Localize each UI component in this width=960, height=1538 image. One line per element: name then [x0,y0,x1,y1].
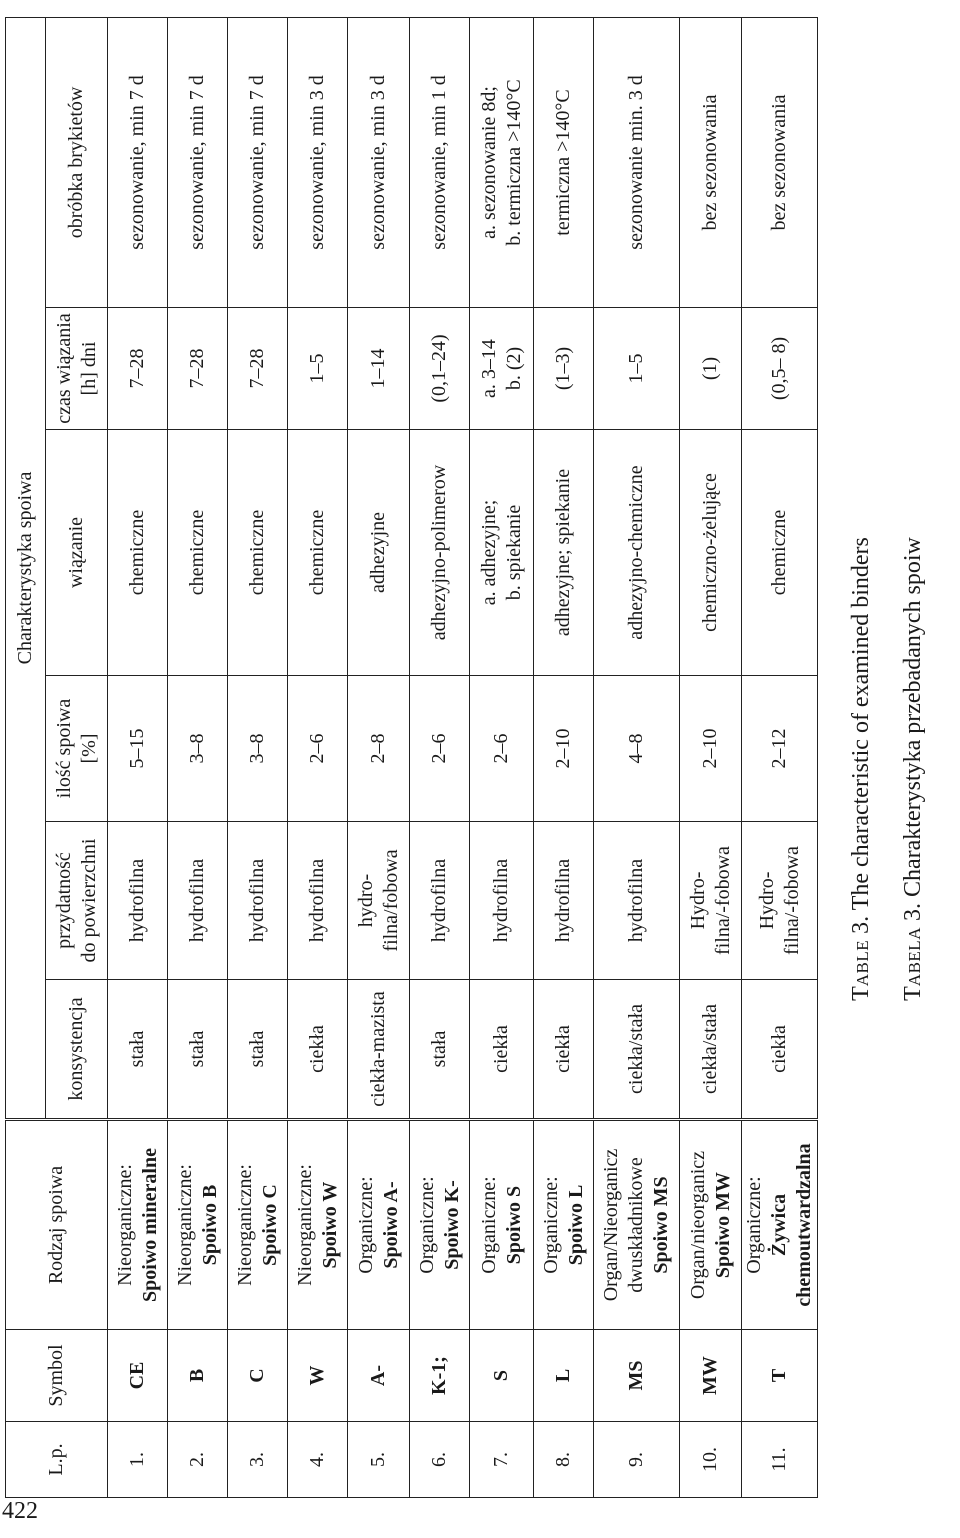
cell-przydatnosc: hydrofilna [168,822,228,980]
cell-konsystencja: stała [168,980,228,1120]
header-wiazanie: wiązanie [46,430,108,676]
cell-przydatnosc: hydrofilna [410,822,470,980]
cell-lp: 10. [680,1422,742,1498]
cell-przydatnosc: Hydro- filna/-fobowa [742,822,818,980]
cell-lp: 3. [228,1422,288,1498]
cell-wiazanie: chemiczne [108,430,168,676]
table-row [470,17,534,1497]
cell-czas: 1–5 [288,308,348,430]
cell-symbol: T [742,1330,818,1422]
header-symbol: Symbol [6,1330,108,1422]
cell-przydatnosc: hydro-filna/fobowa [348,822,410,980]
cell-ilosc: 2–6 [288,676,348,822]
cell-przydatnosc: hydrofilna [288,822,348,980]
cell-czas: (1–3) [534,308,594,430]
cell-lp: 7. [470,1422,534,1498]
cell-obrobka: sezonowanie, min 1 d [410,17,470,307]
cell-symbol: L [534,1330,594,1422]
cell-przydatnosc: hydrofilna [594,822,680,980]
cell-przydatnosc: hydrofilna [534,822,594,980]
cell-konsystencja: ciekła/stała [680,980,742,1120]
cell-obrobka: sezonowanie, min 7 d [108,17,168,307]
cell-rodzaj: Nieorganiczne: Spoiwo C [228,1120,288,1330]
table-row [348,17,410,1497]
header-przydatnosc: przydatność do powierzchni [46,822,108,980]
table-row [410,17,470,1497]
cell-lp: 2. [168,1422,228,1498]
cell-konsystencja: ciekła [288,980,348,1120]
cell-ilosc: 2–6 [470,676,534,822]
cell-symbol: S [470,1330,534,1422]
cell-symbol: CE [108,1330,168,1422]
cell-przydatnosc: hydrofilna [470,822,534,980]
cell-rodzaj: Organiczne: Spoiwo A- [348,1120,410,1330]
cell-symbol: MS [594,1330,680,1422]
cell-ilosc: 2–12 [742,676,818,822]
cell-wiazanie: a. adhezyjne; b. spiekanie [470,430,534,676]
cell-obrobka: sezonowanie min. 3 d [594,17,680,307]
cell-lp: 6. [410,1422,470,1498]
cell-symbol: W [288,1330,348,1422]
cell-rodzaj: Organiczne: Spoiwo S [470,1120,534,1330]
table-caption-english: TABLE 3. The characteristic of examined binders [848,537,874,1001]
binders-table [5,17,818,1498]
cell-symbol: A- [348,1330,410,1422]
cell-ilosc: 2–10 [534,676,594,822]
cell-rodzaj: Organiczne: Spoiwo L [534,1120,594,1330]
header-rodzaj: Rodzaj spoiwa [6,1120,108,1330]
cell-lp: 5. [348,1422,410,1498]
cell-wiazanie: chemiczne [228,430,288,676]
cell-rodzaj: Nieorganiczne: Spoiwo B [168,1120,228,1330]
cell-przydatnosc: hydrofilna [228,822,288,980]
cell-czas: 1–14 [348,308,410,430]
cell-symbol: B [168,1330,228,1422]
cell-rodzaj: Nieorganiczne: Spoiwo mineralne [108,1120,168,1330]
table-row [168,17,228,1497]
table-row [742,17,818,1497]
table-row [288,17,348,1497]
cell-czas: a. 3–14 b. (2) [470,308,534,430]
page-number: 422 [2,1498,38,1524]
cell-wiazanie: chemiczne [168,430,228,676]
cell-czas: 7–28 [168,308,228,430]
cell-wiazanie: chemiczne [742,430,818,676]
table-row [108,17,168,1497]
cell-rodzaj: Organ/Nieorganicz dwuskładnikowe Spoiwo MS [594,1120,680,1330]
cell-wiazanie: adhezyjne [348,430,410,676]
cell-rodzaj: Nieorganiczne: Spoiwo W [288,1120,348,1330]
cell-konsystencja: ciekła [742,980,818,1120]
cell-czas: 1–5 [594,308,680,430]
cell-lp: 8. [534,1422,594,1498]
cell-symbol: MW [680,1330,742,1422]
cell-rodzaj: Organ/nieorganicz Spoiwo MW [680,1120,742,1330]
header-ilosc: ilość spoiwa [%] [46,676,108,822]
cell-konsystencja: stała [228,980,288,1120]
cell-konsystencja: stała [410,980,470,1120]
cell-obrobka: termiczna >140°C [534,17,594,307]
cell-wiazanie: chemiczne [288,430,348,676]
header-obrobka: obróbka brykietów [46,17,108,307]
cell-lp: 9. [594,1422,680,1498]
cell-obrobka: a. sezonowanie 8d; b. termiczna >140°C [470,17,534,307]
cell-ilosc: 3–8 [228,676,288,822]
table-row [534,17,594,1497]
cell-ilosc: 2–6 [410,676,470,822]
cell-wiazanie: chemiczno-żelujące [680,430,742,676]
cell-obrobka: bez sezonowania [742,17,818,307]
cell-przydatnosc: Hydro- filna/-fobowa [680,822,742,980]
table-row [680,17,742,1497]
cell-symbol: C [228,1330,288,1422]
cell-lp: 4. [288,1422,348,1498]
cell-lp: 11. [742,1422,818,1498]
header-czas: czas wiązania [h] dni [46,308,108,430]
cell-symbol: K-1; [410,1330,470,1422]
cell-ilosc: 3–8 [168,676,228,822]
cell-czas: 7–28 [228,308,288,430]
cell-konsystencja: ciekła [534,980,594,1120]
cell-obrobka: sezonowanie, min 3 d [288,17,348,307]
cell-czas: 7–28 [108,308,168,430]
header-konsystencja: konsystencja [46,980,108,1120]
cell-przydatnosc: hydrofilna [108,822,168,980]
cell-ilosc: 2–10 [680,676,742,822]
cell-rodzaj: Organiczne: Spoiwo K- [410,1120,470,1330]
cell-lp: 1. [108,1422,168,1498]
cell-rodzaj: Organiczne: Żywica chemoutwardzalna [742,1120,818,1330]
cell-obrobka: sezonowanie, min 7 d [168,17,228,307]
cell-ilosc: 5–15 [108,676,168,822]
cell-konsystencja: ciekła/stała [594,980,680,1120]
cell-obrobka: sezonowanie, min 7 d [228,17,288,307]
cell-obrobka: bez sezonowania [680,17,742,307]
cell-wiazanie: adhezyjno-chemiczne [594,430,680,676]
cell-konsystencja: stała [108,980,168,1120]
cell-konsystencja: ciekła [470,980,534,1120]
cell-wiazanie: adhezyjno-polimerow [410,430,470,676]
table-row [594,17,680,1497]
cell-czas: (0,1–24) [410,308,470,430]
cell-konsystencja: ciekła-mazista [348,980,410,1120]
table-caption-polish: TABELA 3. Charakterystyka przebadanych spoiw [900,537,926,1001]
header-charakterystyka: Charakterystyka spoiwa [6,17,46,1119]
cell-wiazanie: adhezyjne; spiekanie [534,430,594,676]
header-lp: L.p. [6,1422,108,1498]
cell-ilosc: 2–8 [348,676,410,822]
cell-czas: (1) [680,308,742,430]
cell-obrobka: sezonowanie, min 3 d [348,17,410,307]
table-row [228,17,288,1497]
cell-ilosc: 4–8 [594,676,680,822]
cell-czas: (0,5– 8) [742,308,818,430]
